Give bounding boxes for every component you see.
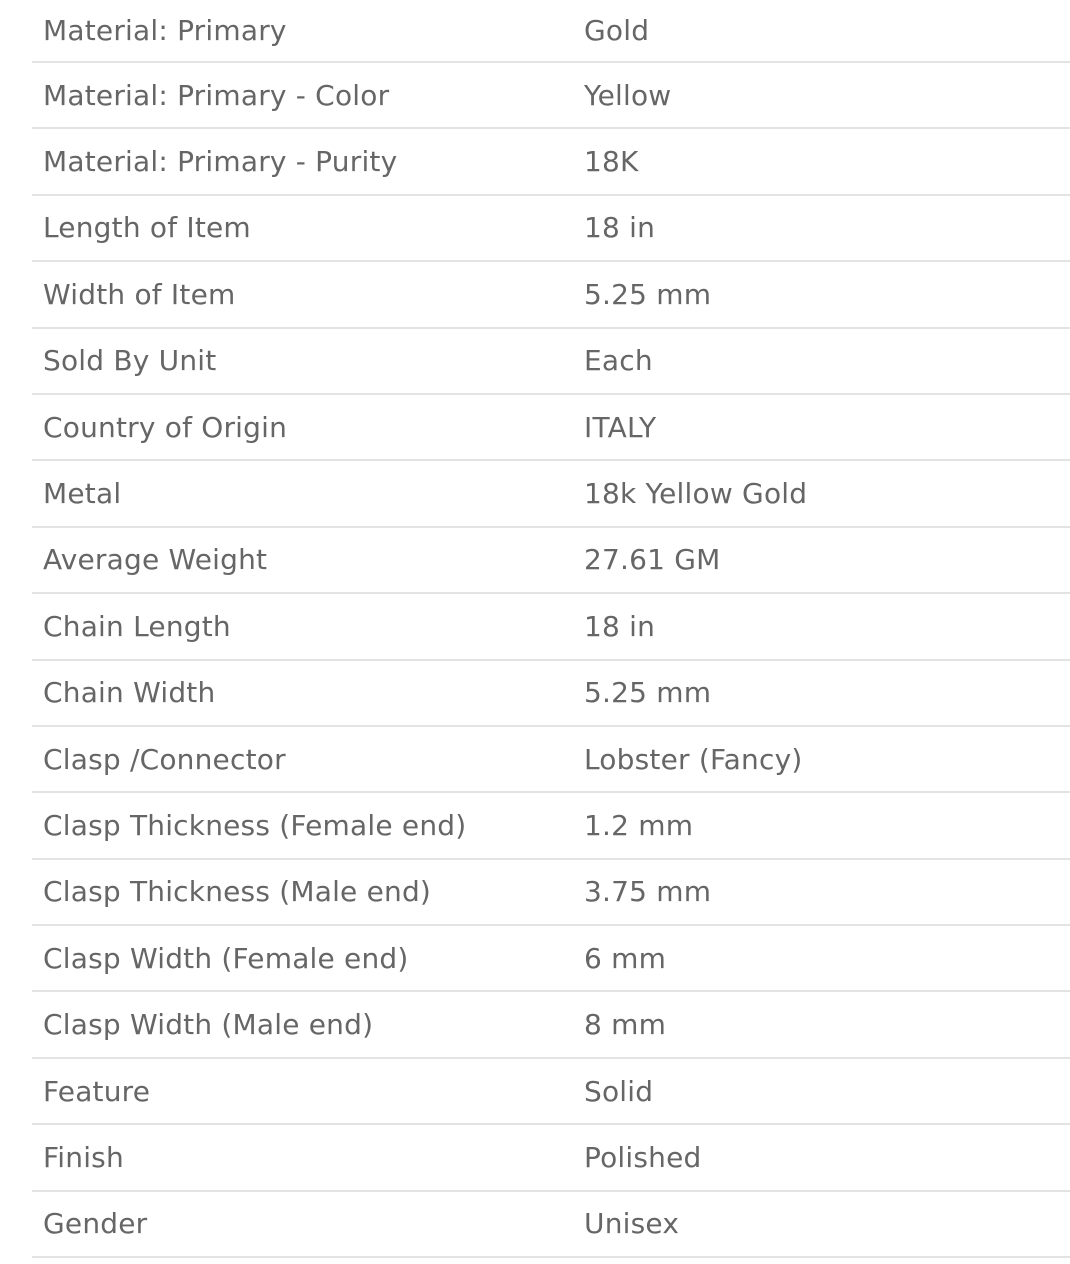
spec-value: 5.25 mm: [584, 676, 712, 710]
spec-value: 8 mm: [584, 1008, 667, 1042]
spec-row-feature: [32, 1059, 1070, 1125]
spec-value: Gold: [584, 14, 650, 47]
spec-label: Country of Origin: [43, 410, 288, 444]
spec-value: Unisex: [584, 1207, 680, 1241]
spec-label: Chain Length: [43, 609, 231, 643]
spec-row-gender: [32, 1192, 1070, 1258]
spec-row-sold-by-unit: [32, 329, 1070, 395]
spec-label: Sold By Unit: [43, 344, 217, 378]
spec-row-clasp-thickness-female: [32, 793, 1070, 859]
spec-value: ITALY: [584, 410, 657, 444]
spec-label: Width of Item: [43, 277, 236, 311]
spec-value: 18k Yellow Gold: [584, 477, 808, 511]
spec-value: Each: [584, 344, 653, 378]
spec-row-metal: [32, 461, 1070, 527]
spec-label: Clasp Thickness (Male end): [43, 875, 432, 909]
spec-label: Material: Primary - Purity: [43, 145, 398, 179]
spec-label: Gender: [43, 1207, 148, 1241]
spec-value: 18 in: [584, 211, 656, 245]
product-specifications-table: [32, 0, 1070, 1258]
spec-value: 5.25 mm: [584, 277, 712, 311]
spec-label: Chain Width: [43, 676, 216, 710]
spec-value: 18K: [584, 145, 639, 179]
spec-value: Polished: [584, 1140, 702, 1174]
spec-row-material-primary-purity: [32, 129, 1070, 195]
spec-label: Clasp Width (Female end): [43, 941, 409, 975]
spec-value: Yellow: [584, 78, 672, 112]
spec-value: 18 in: [584, 609, 656, 643]
spec-value: 1.2 mm: [584, 808, 694, 842]
spec-row-width-of-item: [32, 262, 1070, 328]
spec-label: Clasp Width (Male end): [43, 1008, 374, 1042]
spec-label: Material: Primary: [43, 14, 287, 47]
spec-row-average-weight: [32, 528, 1070, 594]
spec-value: Solid: [584, 1074, 654, 1108]
spec-row-clasp-connector: [32, 727, 1070, 793]
spec-row-country-of-origin: [32, 395, 1070, 461]
spec-label: Length of Item: [43, 211, 251, 245]
spec-label: Feature: [43, 1074, 151, 1108]
spec-value: 6 mm: [584, 941, 667, 975]
spec-row-clasp-thickness-male: [32, 860, 1070, 926]
spec-label: Clasp /Connector: [43, 742, 286, 776]
spec-label: Clasp Thickness (Female end): [43, 808, 467, 842]
spec-row-clasp-width-male: [32, 992, 1070, 1058]
spec-row-material-primary-color: [32, 63, 1070, 129]
spec-value: Lobster (Fancy): [584, 742, 803, 776]
spec-row-chain-length: [32, 594, 1070, 660]
spec-row-length-of-item: [32, 196, 1070, 262]
spec-value: 3.75 mm: [584, 875, 712, 909]
spec-row-material-primary: [32, 0, 1070, 63]
spec-label: Average Weight: [43, 543, 268, 577]
spec-label: Material: Primary - Color: [43, 78, 390, 112]
spec-label: Finish: [43, 1140, 124, 1174]
spec-label: Metal: [43, 477, 122, 511]
spec-value: 27.61 GM: [584, 543, 721, 577]
spec-row-clasp-width-female: [32, 926, 1070, 992]
spec-row-finish: [32, 1125, 1070, 1191]
spec-row-chain-width: [32, 661, 1070, 727]
